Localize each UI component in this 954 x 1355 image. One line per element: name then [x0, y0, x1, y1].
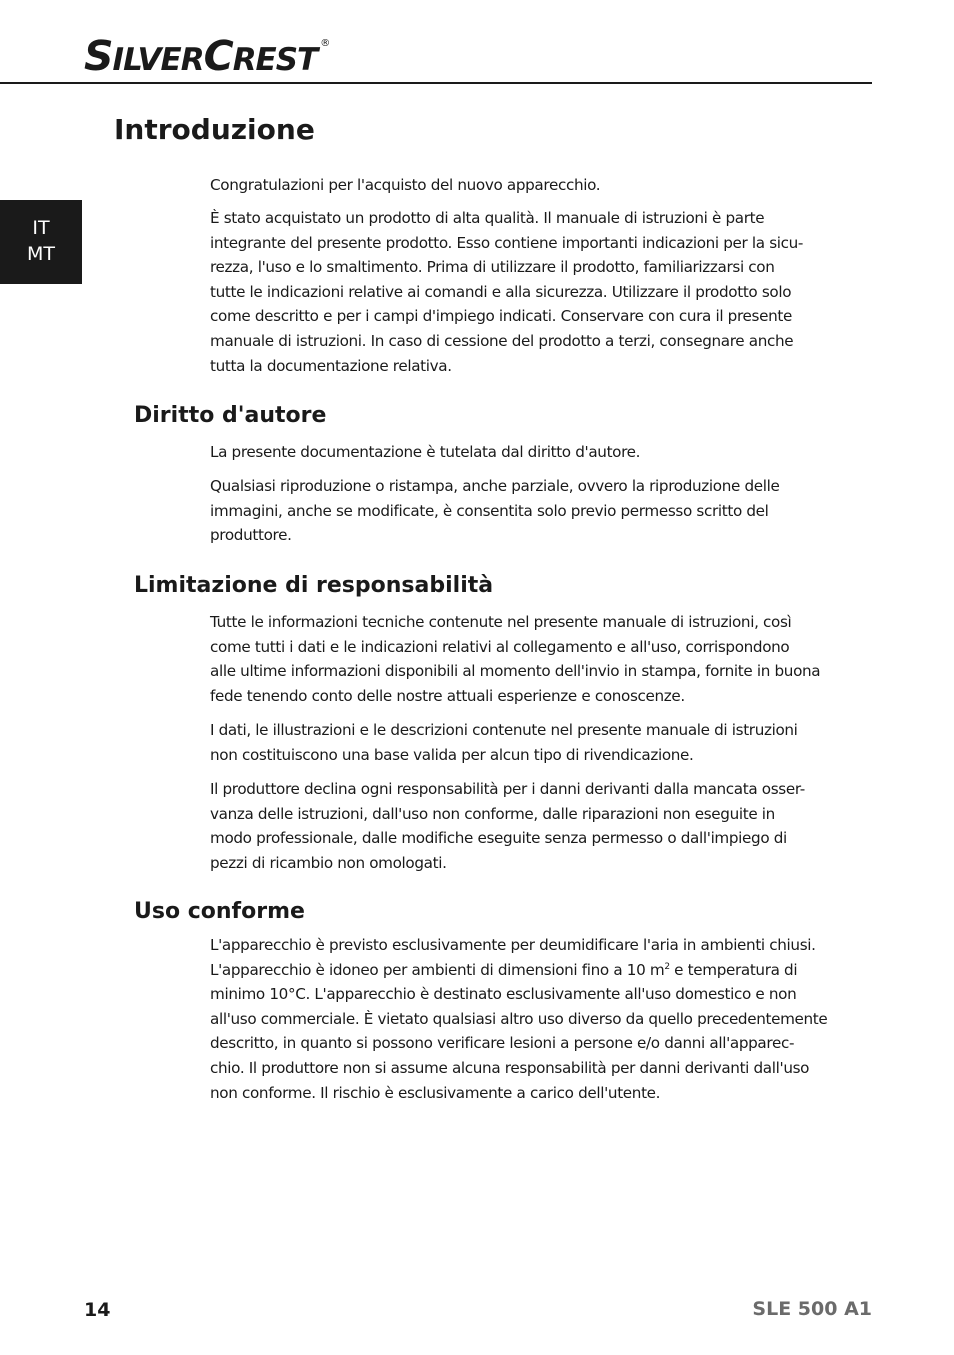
- language-code-mt: MT: [27, 243, 55, 265]
- text-line: non conforme. Il rischio è esclusivamente a carico dell'utente.: [210, 1083, 661, 1102]
- brand-initial-2: C: [203, 32, 233, 80]
- intro-paragraph-1: [210, 173, 850, 198]
- text-line: I dati, le illustrazioni e le descrizioni contenute nel presente manuale di istruzioni: [210, 721, 798, 739]
- liability-paragraph-3: [210, 777, 850, 875]
- text-line: descritto, in quanto si possono verificare lesioni a persone e/o danni all'apparec-: [210, 1034, 795, 1053]
- liability-paragraph-1: [210, 610, 850, 708]
- intended-use-rest: [210, 982, 850, 1105]
- intended-use-text: L'apparecchio è idoneo per ambienti di dimensioni fino a 10 m: [210, 960, 665, 979]
- header-divider: [0, 82, 872, 84]
- intro-paragraph-2: [210, 206, 850, 378]
- intended-use-paragraph: [210, 933, 850, 1105]
- brand-initial-1: S: [84, 32, 113, 80]
- language-code-it: IT: [32, 217, 50, 239]
- text-line: Tutte le informazioni tecniche contenute nel presente manuale di istruzioni, così: [210, 613, 792, 631]
- text-line: rezza, l'uso e lo smaltimento. Prima di utilizzare il prodotto, familiarizzarsi con: [210, 258, 775, 277]
- text-line: Qualsiasi riproduzione o ristampa, anche parziale, ovvero la riproduzione delle: [210, 477, 780, 495]
- text-line: manuale di istruzioni. In caso di cessione del prodotto a terzi, consegnare anche: [210, 331, 794, 350]
- brand-logo: [84, 32, 330, 80]
- text-line: alle ultime informazioni disponibili al momento dell'invio in stampa, fornite in buona: [210, 662, 821, 681]
- text-line: integrante del presente prodotto. Esso contiene importanti indicazioni per la sicu-: [210, 233, 804, 252]
- text-line: non costituiscono una base valida per alcun tipo di rivendicazione.: [210, 745, 694, 764]
- page-title: Introduzione: [114, 113, 315, 146]
- text-line: tutta la documentazione relativa.: [210, 356, 452, 375]
- brand-part-2: REST: [232, 42, 318, 78]
- text-line: Congratulazioni per l'acquisto del nuovo apparecchio.: [210, 176, 601, 194]
- copyright-paragraph-2: [210, 474, 850, 548]
- text-line: minimo 10°C. L'apparecchio è destinato esclusivamente all'uso domestico e non: [210, 985, 797, 1004]
- intended-use-line: [210, 958, 850, 983]
- text-line: all'uso commerciale. È vietato qualsiasi altro uso diverso da quello precedentemente: [210, 1009, 828, 1028]
- page-number: 14: [84, 1299, 111, 1321]
- text-line: Il produttore declina ogni responsabilità per i danni derivanti dalla mancata osser-: [210, 780, 805, 798]
- language-tab: [0, 200, 82, 284]
- text-line: come descritto e per i campi d'impiego indicati. Conservare con cura il presente: [210, 307, 792, 326]
- text-line: chio. Il produttore non si assume alcuna responsabilità per danni derivanti dall'uso: [210, 1058, 810, 1077]
- text-line: immagini, anche se modificate, è consentita solo previo permesso scritto del: [210, 501, 769, 520]
- registered-mark: ®: [320, 38, 330, 49]
- text-line: pezzi di ricambio non omologati.: [210, 853, 447, 872]
- section-heading-liability: Limitazione di responsabilità: [134, 573, 494, 598]
- text-line: È stato acquistato un prodotto di alta qualità. Il manuale di istruzioni è parte: [210, 209, 765, 227]
- intended-use-text: e temperatura di: [669, 960, 798, 979]
- intended-use-line: L'apparecchio è previsto esclusivamente per deumidificare l'aria in ambienti chiusi.: [210, 936, 816, 954]
- copyright-paragraph-1: [210, 440, 850, 465]
- text-line: tutte le indicazioni relative ai comandi e alla sicurezza. Utilizzare il prodotto solo: [210, 282, 792, 301]
- text-line: fede tenendo conto delle nostre attuali esperienze e conoscenze.: [210, 686, 685, 705]
- model-number: SLE 500 A1: [752, 1298, 872, 1320]
- text-line: vanza delle istruzioni, dall'uso non conforme, dalle riparazioni non eseguite in: [210, 804, 775, 823]
- liability-paragraph-2: [210, 718, 850, 767]
- text-line: La presente documentazione è tutelata dal diritto d'autore.: [210, 443, 641, 461]
- section-heading-intended-use: Uso conforme: [134, 899, 305, 924]
- text-line: produttore.: [210, 526, 292, 545]
- text-line: modo professionale, dalle modifiche eseguite senza permesso o dall'impiego di: [210, 829, 787, 848]
- superscript-two: 2: [664, 961, 670, 972]
- section-heading-copyright: Diritto d'autore: [134, 403, 327, 428]
- text-line: come tutti i dati e le indicazioni relativi al collegamento e all'uso, corrispondono: [210, 637, 790, 656]
- brand-part-1: ILVER: [112, 42, 204, 78]
